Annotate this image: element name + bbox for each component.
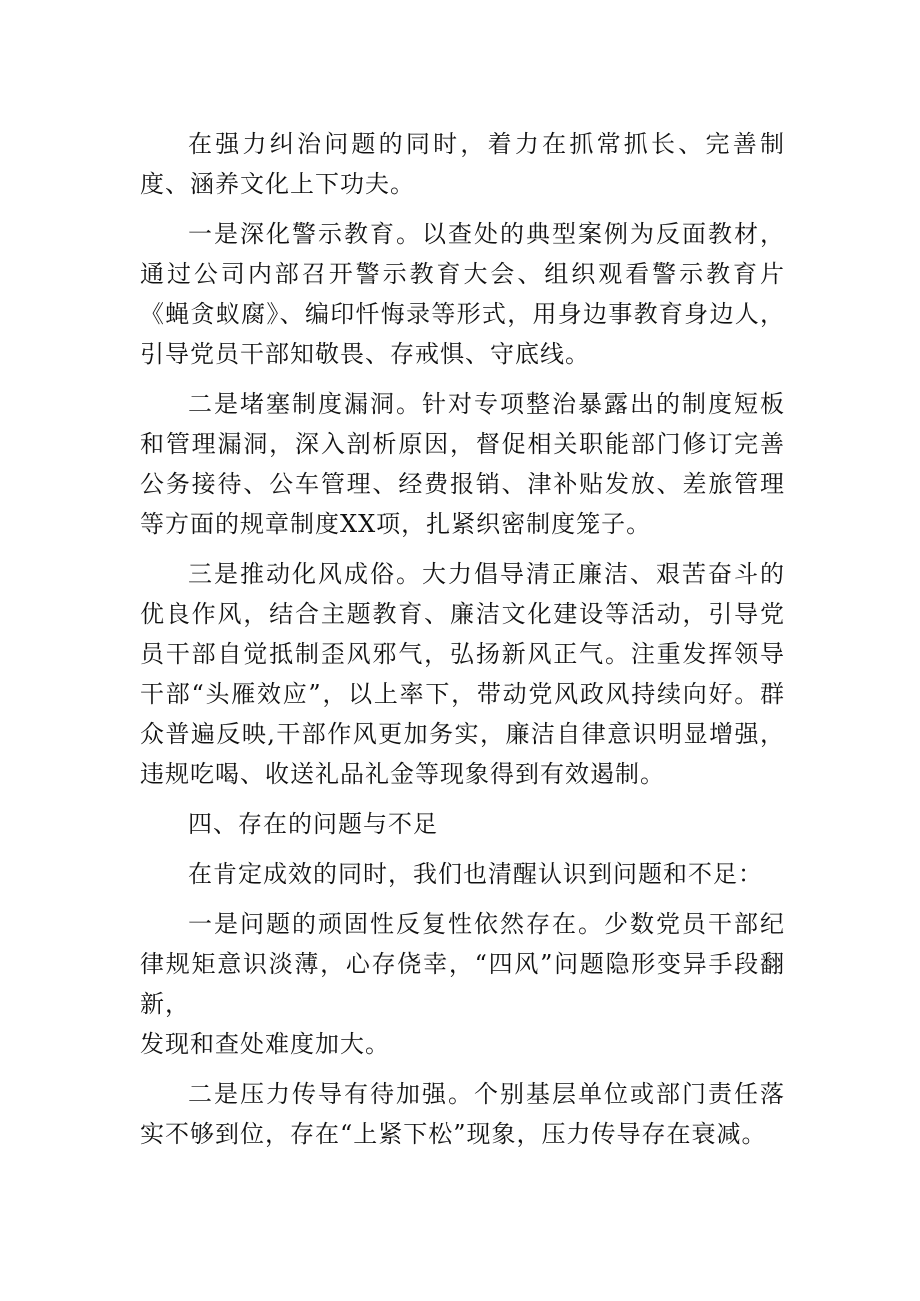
paragraph-culture-building: 三是推动化风成俗。大力倡导清正廉洁、艰苦奋斗的优良作风，结合主题教育、廉洁文化建设等活动，引导党员干部自觉抵制歪风邪气，弘扬新风正气。注重发挥领导干部“头雁效应”，以上率下，带动党风政风持续向好。群众普遍反映,干部作风更加务实，廉洁自律意识明显增强，违规吃喝、收送礼品礼金等现象得到有效遏制。 bbox=[140, 560, 785, 788]
document-page bbox=[140, 124, 785, 1154]
paragraph-problem-one bbox=[140, 904, 785, 1064]
paragraph-problem-one-line2: 发现和查处难度加大。 bbox=[140, 1030, 390, 1058]
section-heading-problems: 四、存在的问题与不足 bbox=[188, 810, 438, 838]
paragraph-system-loopholes: 二是堵塞制度漏洞。针对专项整治暴露出的制度短板和管理漏洞，深入剖析原因，督促相关职能部门修订完善公务接待、公车管理、经费报销、津补贴发放、差旅管理等方面的规章制度XX项，扎紧织密制度笼子。 bbox=[140, 390, 785, 538]
paragraph-problem-two: 二是压力传导有待加强。个别基层单位或部门责任落实不够到位，存在“上紧下松”现象，压力传导存在衰减。 bbox=[140, 1080, 785, 1148]
paragraph-intro: 在强力纠治问题的同时，着力在抓常抓长、完善制度、涵养文化上下功夫。 bbox=[140, 130, 785, 198]
paragraph-problems-intro: 在肯定成效的同时，我们也清醒认识到问题和不足： bbox=[188, 860, 763, 888]
paragraph-warning-education: 一是深化警示教育。以查处的典型案例为反面教材，通过公司内部召开警示教育大会、组织观看警示教育片《蝇贪蚁腐》、编印忏悔录等形式，用身边事教育身边人，引导党员干部知敬畏、存戒惧、守底线。 bbox=[140, 220, 785, 368]
paragraph-problem-one-line1: 一是问题的顽固性反复性依然存在。少数党员干部纪律规矩意识淡薄，心存侥幸，“四风”问题隐形变异手段翻新， bbox=[140, 910, 785, 1018]
